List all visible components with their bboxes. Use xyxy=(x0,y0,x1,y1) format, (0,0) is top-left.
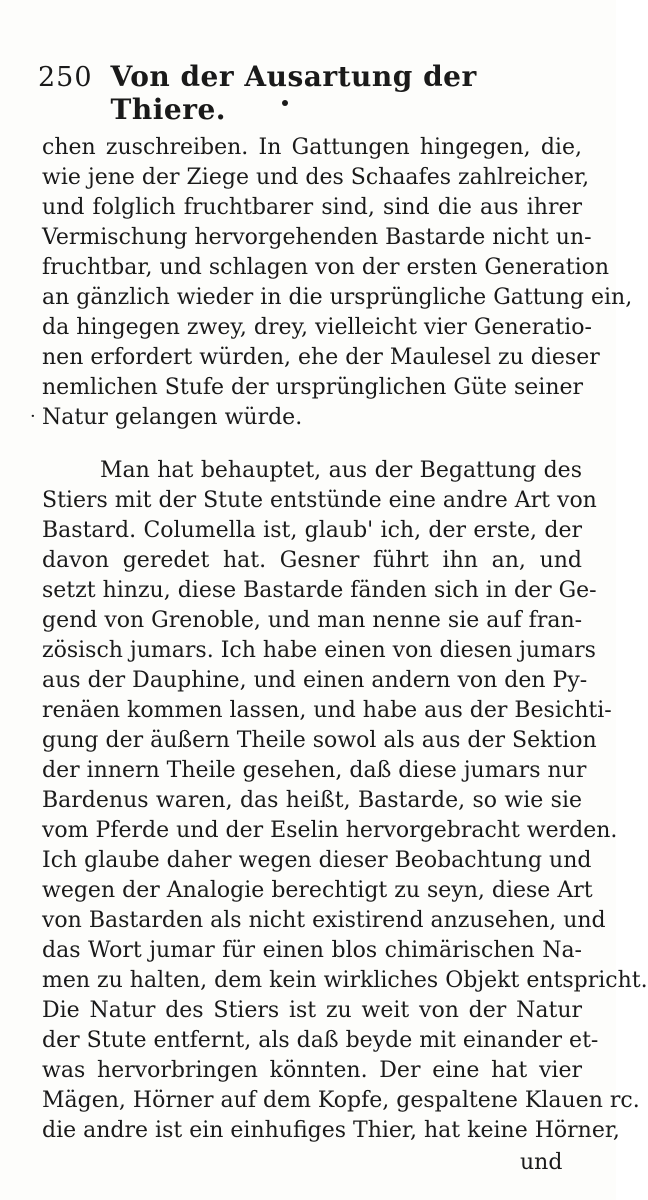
text-line: Mägen, Hörner auf dem Kopfe, gespaltene Klauen rc. xyxy=(42,1088,640,1113)
text-line: men zu halten, dem kein wirkliches Objekt entspricht. xyxy=(42,968,648,993)
text-line: setzt hinzu, diese Bastarde fänden sich in der Ge- xyxy=(42,578,597,603)
text-line: nen erfordert würden, ehe der Maulesel zu dieser xyxy=(42,345,600,370)
margin-mark: · xyxy=(30,406,36,427)
page-header xyxy=(38,60,578,126)
text-line: was hervorbringen könnten. Der eine hat vier xyxy=(42,1058,582,1083)
text-line: Ich glaube daher wegen dieser Beobachtung und xyxy=(42,848,592,873)
text-line: wegen der Analogie berechtigt zu seyn, diese Art xyxy=(42,878,593,903)
text-line: davon geredet hat. Gesner führt ihn an, und xyxy=(42,548,582,573)
header-ornament-dot xyxy=(282,100,288,106)
text-line: Natur gelangen würde. xyxy=(42,405,303,430)
text-line: Stiers mit der Stute entstünde eine andre Art von xyxy=(42,488,597,513)
text-line: vom Pferde und der Eselin hervorgebracht werden. xyxy=(42,818,618,843)
text-line: Bardenus waren, das heißt, Bastarde, so wie sie xyxy=(42,788,582,813)
text-line: wie jene der Ziege und des Schaafes zahlreicher, xyxy=(42,165,590,190)
text-line: gend von Grenoble, und man nenne sie auf fran- xyxy=(42,608,583,633)
text-line: Man hat behauptet, aus der Begattung des xyxy=(100,458,582,483)
text-line: renäen kommen lassen, und habe aus der Besichti- xyxy=(42,698,612,723)
text-line: fruchtbar, und schlagen von der ersten Generation xyxy=(42,255,610,280)
text-line: der innern Theile gesehen, daß diese jumars nur xyxy=(42,758,587,783)
text-line: gung der äußern Theile sowol als aus der Sektion xyxy=(42,728,597,753)
text-line: chen zuschreiben. In Gattungen hingegen, die, xyxy=(42,135,582,160)
text-line: aus der Dauphine, und einen andern von den Py- xyxy=(42,668,588,693)
text-line: Bastard. Columella ist, glaub' ich, der erste, der xyxy=(42,518,582,543)
text-line: da hingegen zwey, drey, vielleicht vier Generatio- xyxy=(42,315,592,340)
text-line: nemlichen Stufe der ursprünglichen Güte seiner xyxy=(42,375,584,400)
catchword: und xyxy=(520,1150,563,1175)
text-line: die andre ist ein einhufiges Thier, hat keine Hörner, xyxy=(42,1118,620,1143)
running-title: Von der Ausartung der Thiere. xyxy=(110,60,477,126)
text-line: und folglich fruchtbarer sind, sind die aus ihrer xyxy=(42,195,582,220)
text-line: das Wort jumar für einen blos chimärischen Na- xyxy=(42,938,582,963)
text-line: Vermischung hervorgehenden Bastarde nicht un- xyxy=(42,225,592,250)
text-line: Die Natur des Stiers ist zu weit von der Natur xyxy=(42,998,582,1023)
text-line: zösisch jumars. Ich habe einen von diesen jumars xyxy=(42,638,596,663)
page-number: 250 xyxy=(38,62,93,93)
text-line: der Stute entfernt, als daß beyde mit einander et- xyxy=(42,1028,599,1053)
text-line: an gänzlich wieder in die ursprüngliche Gattung ein, xyxy=(42,285,633,310)
text-line: von Bastarden als nicht existirend anzusehen, und xyxy=(42,908,606,933)
